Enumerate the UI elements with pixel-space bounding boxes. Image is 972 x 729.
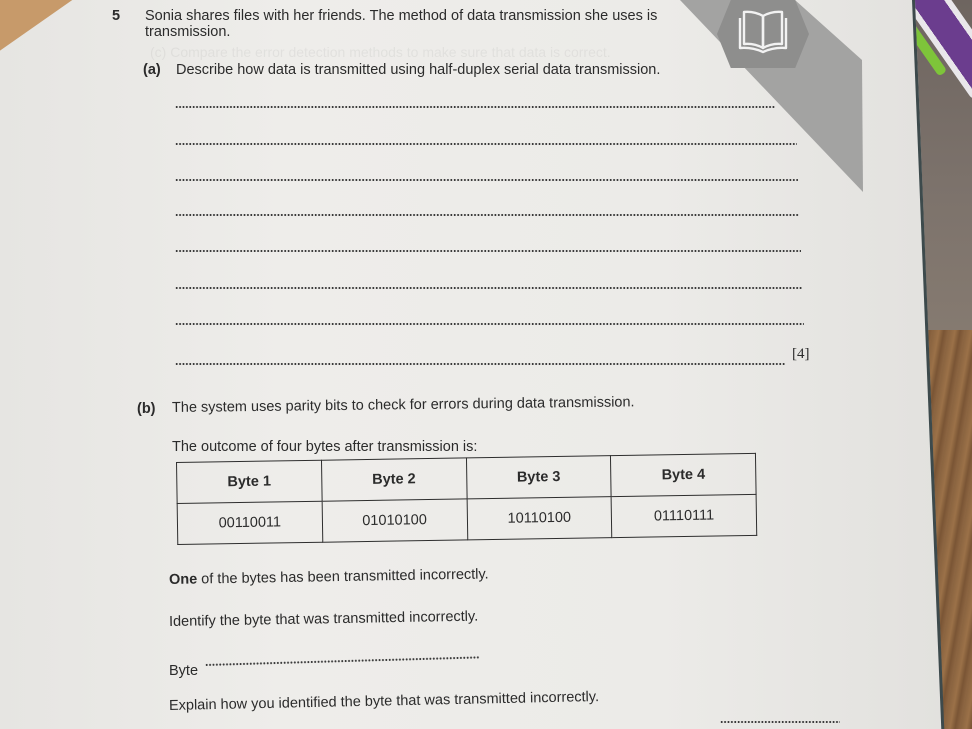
answer-line-a7[interactable] — [175, 323, 804, 325]
table-row — [177, 494, 757, 544]
question-number: 5 — [112, 8, 121, 24]
value-byte-3: 10110100 — [467, 497, 612, 540]
value-byte-2: 01010100 — [322, 499, 467, 542]
value-byte-4: 01110111 — [611, 494, 756, 537]
question-intro-continued: transmission. — [145, 24, 231, 40]
header-byte-3: Byte 3 — [466, 456, 611, 499]
part-b-label: (b) — [137, 401, 156, 417]
explain-prompt: Explain how you identified the byte that was transmitted incorrectly. — [168, 688, 600, 714]
question-intro: Sonia shares files with her friends. The method of data transmission she uses is — [145, 8, 658, 24]
note-emphasis: One — [168, 571, 198, 588]
part-a-prompt: Describe how data is transmitted using half-duplex serial data transmission. — [176, 62, 661, 78]
open-book-icon — [736, 6, 790, 54]
answer-line-a8[interactable] — [175, 363, 785, 365]
answer-line-a1[interactable] — [175, 106, 775, 108]
header-byte-4: Byte 4 — [611, 453, 756, 496]
header-byte-1: Byte 1 — [177, 460, 322, 503]
bleed-through-text: (c) Compare the error detection methods to make sure that data is correct. — [150, 44, 611, 60]
identify-prompt: Identify the byte that was transmitted incorrectly. — [168, 608, 479, 630]
note-text: of the bytes has been transmitted incorrectly. — [197, 566, 489, 588]
value-byte-1: 00110011 — [177, 501, 322, 544]
answer-line-a5[interactable] — [175, 250, 801, 252]
answer-line-a4[interactable] — [175, 214, 799, 216]
part-b-statement: The system uses parity bits to check for errors during data transmission. — [171, 394, 635, 416]
byte-answer-label: Byte — [169, 663, 199, 679]
header-byte-2: Byte 2 — [321, 458, 466, 501]
bytes-table — [176, 453, 757, 545]
answer-line-a3[interactable] — [175, 179, 798, 181]
table-intro: The outcome of four bytes after transmission is: — [172, 439, 478, 455]
answer-line-a6[interactable] — [175, 287, 802, 289]
part-a-marks: [4] — [792, 346, 810, 362]
part-a-label: (a) — [143, 62, 161, 78]
answer-line-a2[interactable] — [175, 143, 797, 145]
explain-answer-line[interactable] — [720, 721, 840, 723]
